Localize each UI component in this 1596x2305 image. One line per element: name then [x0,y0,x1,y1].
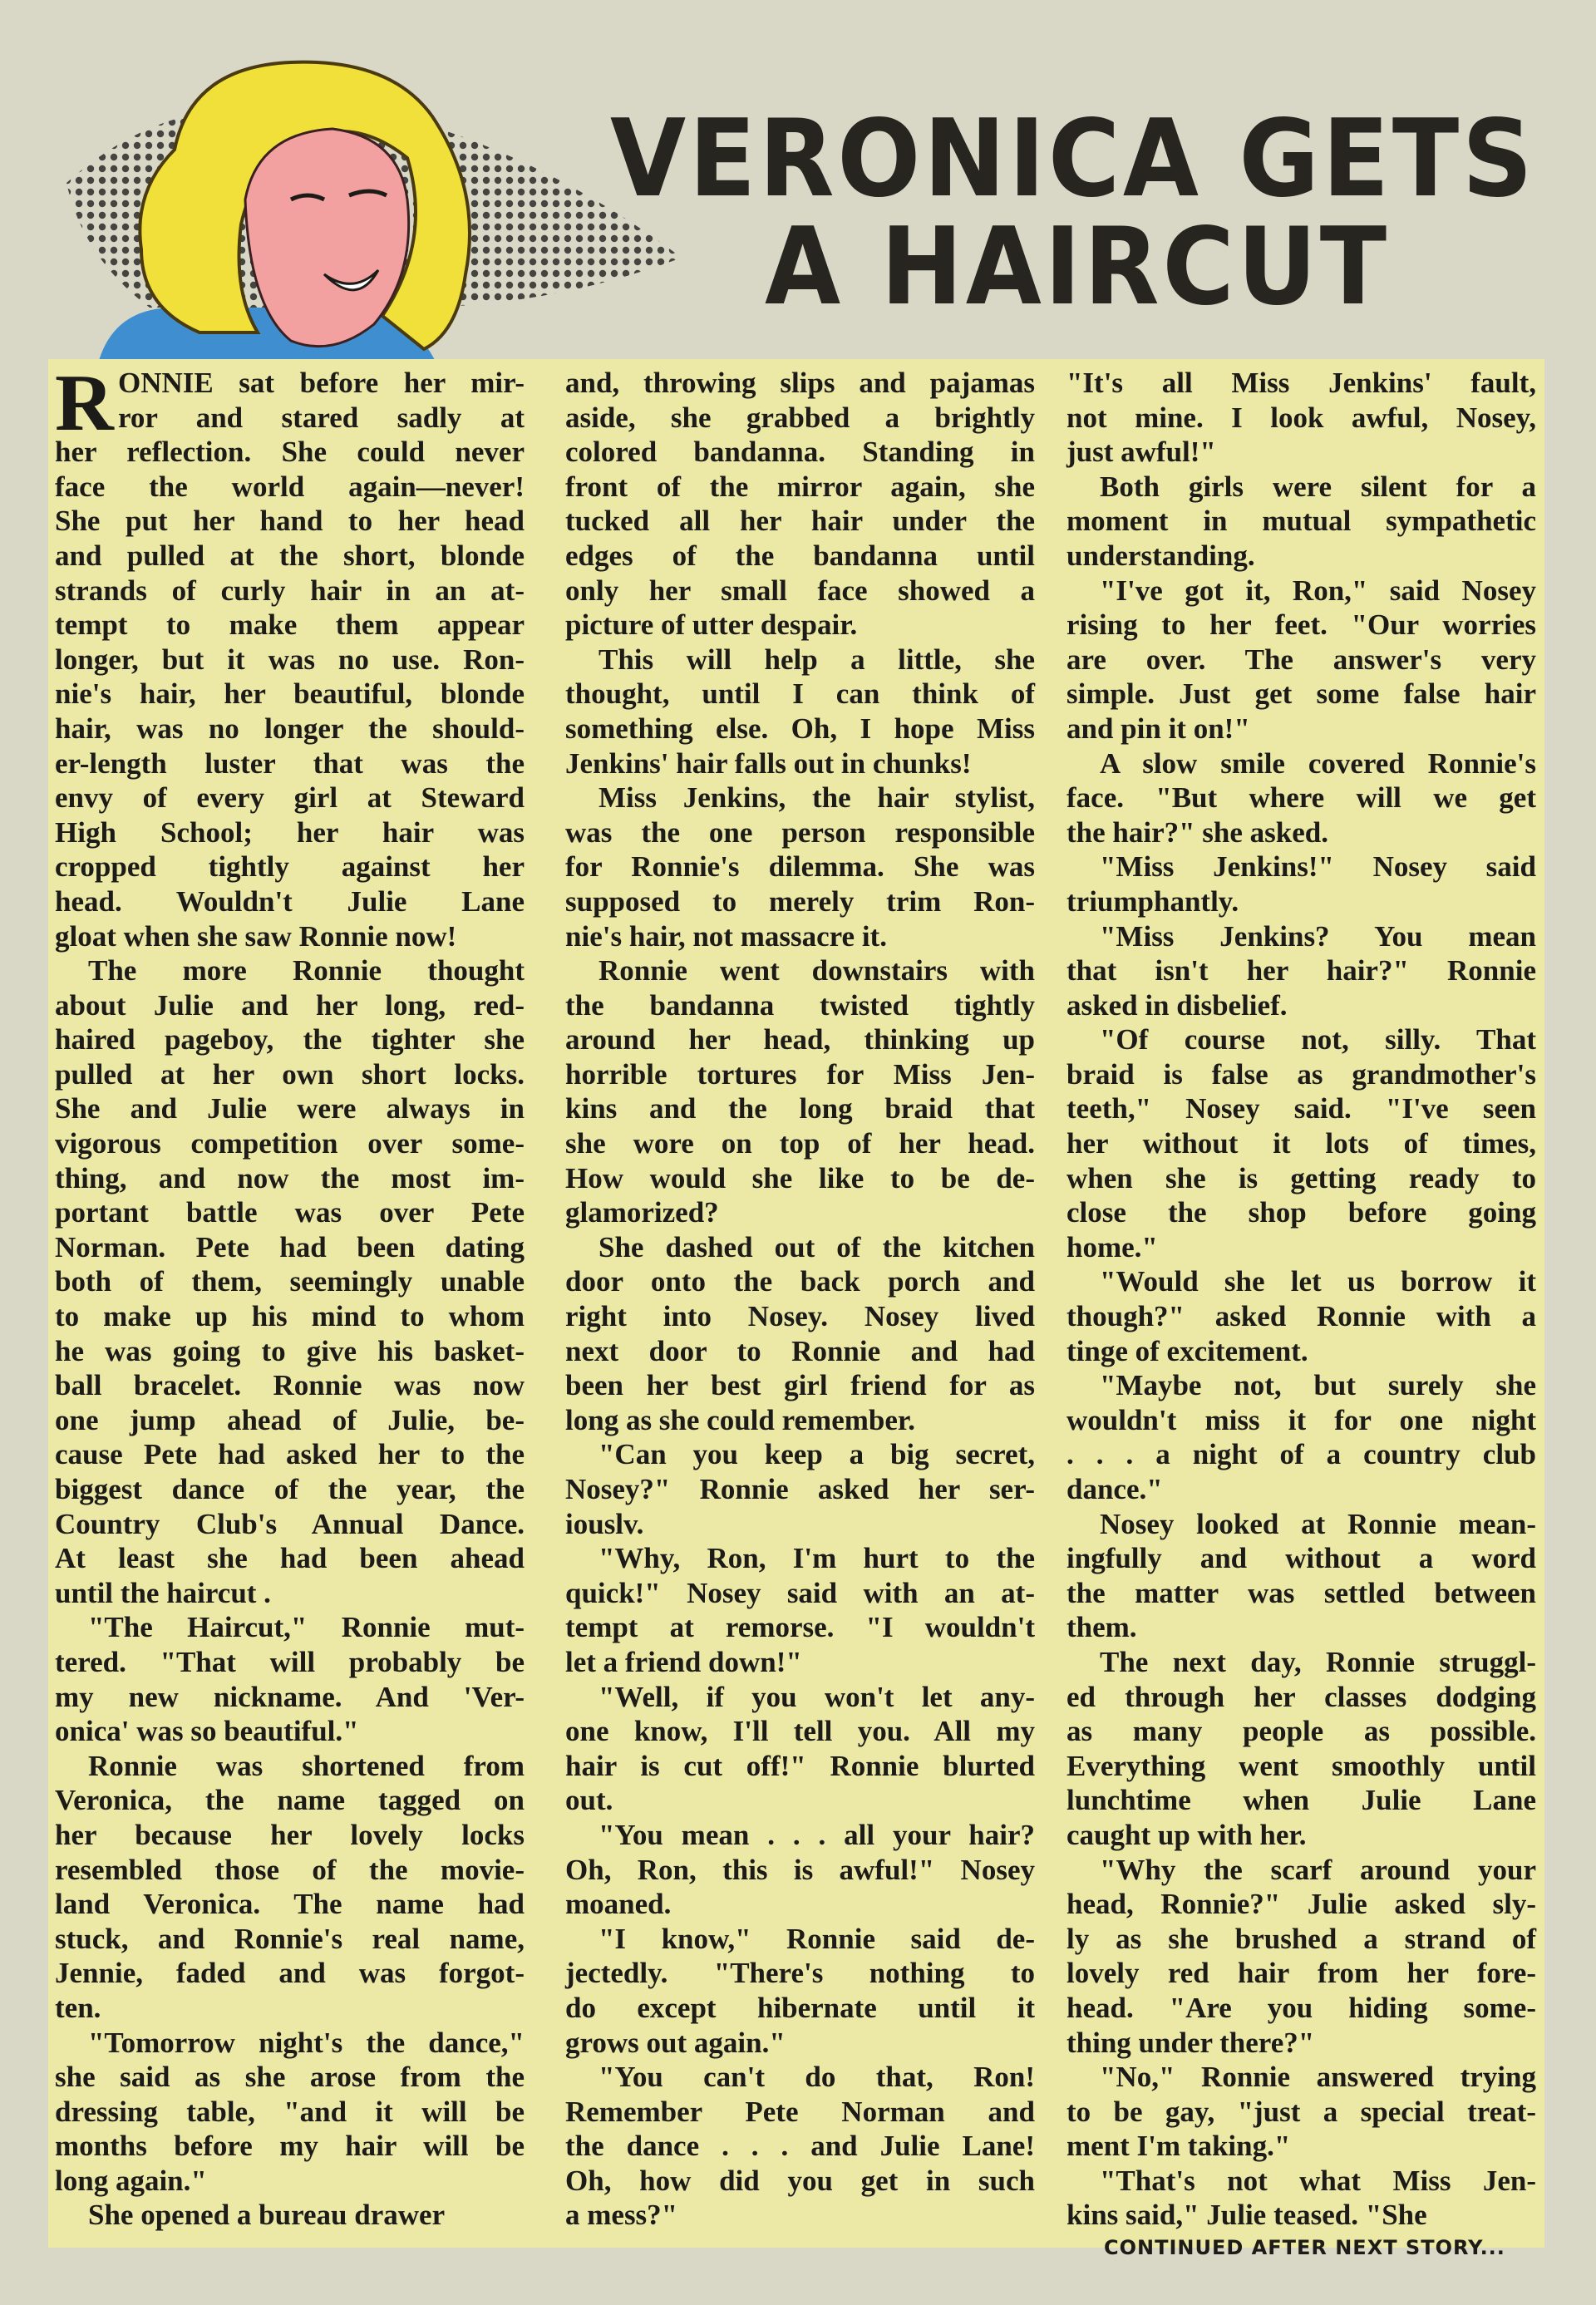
text-line: envy of every girl at Steward [55,781,525,815]
text-line: "It's all Miss Jenkins' fault, [1066,367,1536,399]
text-line: the dance . . . and Julie Lane! [565,2130,1035,2163]
text-line: edges of the bandanna until [565,539,1035,572]
text-line: "Tomorrow night's the dance," [88,2026,525,2059]
text-line: dance." [1066,1473,1163,1505]
text-line: she said as she arose from the [55,2061,525,2094]
text-line: wouldn't miss it for one night [1066,1403,1536,1436]
text-line: tered. "That will probably be [55,1645,525,1678]
text-line: do except hibernate until it [565,1991,1035,2024]
text-line: strands of curly hair in an at- [55,574,525,607]
story-title-line-1: VERONICA GETS [610,97,1536,221]
text-line: land Veronica. The name had [55,1888,525,1921]
text-line: portant battle was over Pete [55,1196,525,1229]
text-line: to be gay, "just a special treat- [1066,2095,1536,2128]
text-line: her without it lots of times, [1066,1127,1536,1160]
text-line: "Maybe not, but surely she [1100,1369,1536,1402]
text-line: the hair?" she asked. [1066,815,1329,849]
text-line: thought, until I can think of [565,677,1035,711]
text-line: Nosey?" Ronnie asked her ser- [565,1473,1035,1505]
text-line: Norman. Pete had been dating [55,1230,525,1263]
text-line: until the haircut . [55,1576,271,1609]
text-line: "No," Ronnie answered trying [1100,2061,1536,2094]
text-line: moment in mutual sympathetic [1066,505,1536,538]
text-line: nie's hair, her beautiful, blonde [55,677,525,711]
text-line: just awful!" [1066,436,1216,469]
text-line: "Miss Jenkins? You mean [1100,919,1536,953]
text-line: tempt at remorse. "I wouldn't [565,1611,1035,1644]
text-line: as many people as possible. [1066,1715,1536,1748]
text-line: are over. The answer's very [1066,643,1536,676]
text-line: Miss Jenkins, the hair stylist, [598,781,1035,815]
text-line: to make up his mind to whom [55,1300,525,1333]
text-line: ed through her classes dodging [1066,1680,1536,1713]
text-line: both of them, seemingly unable [55,1265,525,1298]
text-line: door onto the back porch and [565,1265,1035,1298]
text-line: them. [1066,1611,1137,1644]
text-line: next door to Ronnie and had [565,1334,1035,1367]
text-line: understanding. [1066,539,1255,572]
text-line: head. "Are you hiding some- [1066,1991,1536,2024]
text-line: caught up with her. [1066,1818,1307,1851]
text-line: simple. Just get some false hair [1066,677,1536,711]
text-line: picture of utter despair. [565,608,858,642]
text-line: rising to her feet. "Our worries [1066,608,1536,642]
text-line: How would she like to be de- [565,1161,1035,1194]
text-line: her because her lovely locks [55,1818,525,1851]
text-line: braid is false as grandmother's [1066,1057,1536,1091]
text-line: "I've got it, Ron," said Nosey [1100,574,1536,607]
story-title-line-2: A HAIRCUT [765,205,1390,329]
text-line: pulled at her own short locks. [55,1057,525,1091]
text-line: Oh, Ron, this is awful!" Nosey [565,1853,1035,1886]
text-line: he was going to give his basket- [55,1334,525,1367]
text-line: asked in disbelief. [1066,988,1288,1022]
text-line: Country Club's Annual Dance. [55,1507,525,1540]
text-line: when she is getting ready to [1066,1161,1536,1194]
text-line: Remember Pete Norman and [565,2095,1035,2128]
text-line: right into Nosey. Nosey lived [565,1300,1035,1333]
text-line: horrible tortures for Miss Jen- [565,1057,1035,1091]
text-line: A slow smile covered Ronnie's [1100,746,1536,780]
text-line: not mine. I look awful, Nosey, [1066,401,1536,434]
text-line: stuck, and Ronnie's real name, [55,1922,525,1955]
text-line: "Why the scarf around your [1100,1853,1536,1886]
text-line: aside, she grabbed a brightly [565,401,1035,434]
text-line: let a friend down!" [565,1645,802,1678]
text-line: hair, was no longer the should- [55,712,525,745]
text-line: been her best girl friend for as [565,1369,1035,1402]
text-line: one jump ahead of Julie, be- [55,1403,525,1436]
text-line: around her head, thinking up [565,1023,1035,1056]
text-line: a mess?" [565,2199,678,2232]
text-line: long again." [55,2164,207,2197]
text-line: something else. Oh, I hope Miss [565,712,1035,745]
text-line: thing under there?" [1066,2026,1315,2059]
text-line: ingfully and without a word [1066,1542,1536,1575]
text-line: tempt to make them appear [55,608,525,642]
text-line: triumphantly. [1066,884,1239,918]
text-line: front of the mirror again, she [565,470,1035,503]
text-line: months before my hair will be [55,2130,525,2163]
text-line: supposed to merely trim Ron- [565,884,1035,918]
text-line: nie's hair, not massacre it. [565,919,887,953]
text-line: cropped tightly against her [55,850,525,884]
text-line: Both girls were silent for a [1100,470,1536,503]
text-line: about Julie and her long, red- [55,988,525,1022]
text-line: jectedly. "There's nothing to [565,1957,1035,1990]
text-line: home." [1066,1230,1158,1263]
text-line: tucked all her hair under the [565,505,1035,538]
text-line: the bandanna twisted tightly [565,988,1035,1022]
text-line: teeth," Nosey said. "I've seen [1066,1092,1536,1125]
text-line: glamorized? [565,1196,719,1229]
text-line: and pulled at the short, blonde [55,539,525,572]
text-line: "Would she let us borrow it [1100,1265,1536,1298]
text-line: "The Haircut," Ronnie mut- [88,1611,525,1644]
text-line: the matter was settled between [1066,1576,1536,1609]
text-line: Ronnie went downstairs with [598,954,1035,988]
text-line: Nosey looked at Ronnie mean- [1100,1507,1536,1540]
text-line: er-length luster that was the [55,746,525,780]
text-line: ror and stared sadly at [118,401,525,434]
text-line: that isn't her hair?" Ronnie [1066,954,1536,988]
text-line: dressing table, "and it will be [55,2095,525,2128]
text-line: though?" asked Ronnie with a [1066,1300,1536,1333]
text-line: kins and the long braid that [565,1092,1035,1125]
text-line: iouslv. [565,1507,644,1540]
text-line: "Well, if you won't let any- [598,1680,1035,1713]
text-line: ten. [55,1991,101,2024]
text-line: gloat when she saw Ronnie now! [55,919,457,953]
text-line: She put her hand to her head [55,505,525,538]
text-line: ly as she brushed a strand of [1066,1922,1536,1955]
text-line: "Miss Jenkins!" Nosey said [1100,850,1536,884]
text-line: thing, and now the most im- [55,1161,525,1194]
text-line: ONNIE sat before her mir- [118,367,525,399]
text-line: tinge of excitement. [1066,1334,1308,1367]
text-column-3 [1066,366,1536,2233]
text-line: The next day, Ronnie struggl- [1100,1645,1536,1678]
text-line: head, Ronnie?" Julie asked sly- [1066,1888,1536,1921]
text-line: Everything went smoothly until [1066,1749,1536,1782]
text-line: lunchtime when Julie Lane [1066,1784,1536,1817]
text-line: and pin it on!" [1066,712,1250,745]
text-line: "Of course not, silly. That [1100,1023,1536,1056]
text-line: kins said," Julie teased. "She [1066,2199,1427,2232]
text-line: "That's not what Miss Jen- [1100,2164,1536,2197]
text-line: one know, I'll tell you. All my [565,1715,1035,1748]
text-line: Oh, how did you get in such [565,2164,1035,2197]
veronica-portrait-illustration [50,58,698,374]
text-line: my new nickname. And 'Ver- [55,1680,525,1713]
text-line: close the shop before going [1066,1196,1536,1229]
text-line: At least she had been ahead [55,1542,525,1575]
text-line: Jennie, faded and was forgot- [55,1957,525,1990]
text-line: for Ronnie's dilemma. She was [565,850,1035,884]
text-line: She opened a bureau drawer [88,2199,446,2232]
text-line: her reflection. She could never [55,436,525,469]
text-line: only her small face showed a [565,574,1035,607]
text-line: Veronica, the name tagged on [55,1784,525,1817]
text-line: face. "But where will we get [1066,781,1536,815]
text-line: The more Ronnie thought [88,954,525,988]
text-line: onica' was so beautiful." [55,1715,359,1748]
text-line: "You can't do that, Ron! [598,2061,1035,2094]
text-line: moaned. [565,1888,672,1921]
text-line: vigorous competition over some- [55,1127,525,1160]
text-line: Ronnie was shortened from [88,1749,525,1782]
text-line: ball bracelet. Ronnie was now [55,1369,525,1402]
text-line: she wore on top of her head. [565,1127,1035,1160]
text-line: was the one person responsible [565,815,1035,849]
text-line: ment I'm taking." [1066,2130,1291,2163]
text-column-1 [55,366,525,2233]
text-line: resembled those of the movie- [55,1853,525,1886]
text-line: lovely red hair from her fore- [1066,1957,1536,1990]
text-line: biggest dance of the year, the [55,1473,525,1505]
text-line: quick!" Nosey said with an at- [565,1576,1035,1609]
text-column-2 [565,366,1035,2233]
continued-notice: CONTINUED AFTER NEXT STORY... [1104,2236,1505,2259]
text-line: long as she could remember. [565,1403,915,1436]
text-line: and, throwing slips and pajamas [565,367,1035,399]
text-line: head. Wouldn't Julie Lane [55,884,525,918]
text-line: out. [565,1784,613,1817]
text-line: face the world again—never! [55,470,525,503]
text-line: cause Pete had asked her to the [55,1438,525,1471]
text-line: longer, but it was no use. Ron- [55,643,525,676]
text-line: This will help a little, she [598,643,1035,676]
text-line: colored bandanna. Standing in [565,436,1035,469]
drop-cap: R [55,358,114,448]
text-line: "Can you keep a big secret, [598,1438,1035,1471]
text-line: Jenkins' hair falls out in chunks! [565,746,972,780]
text-line: "You mean . . . all your hair? [598,1818,1035,1851]
text-line: haired pageboy, the tighter she [55,1023,525,1056]
text-line: She dashed out of the kitchen [598,1230,1035,1263]
text-line: She and Julie were always in [55,1092,525,1125]
text-line: . . . a night of a country club [1066,1438,1536,1471]
text-line: High School; her hair was [55,815,525,849]
text-line: hair is cut off!" Ronnie blurted [565,1749,1035,1782]
text-line: "I know," Ronnie said de- [598,1922,1035,1955]
text-line: "Why, Ron, I'm hurt to the [598,1542,1035,1575]
text-line: grows out again." [565,2026,786,2059]
